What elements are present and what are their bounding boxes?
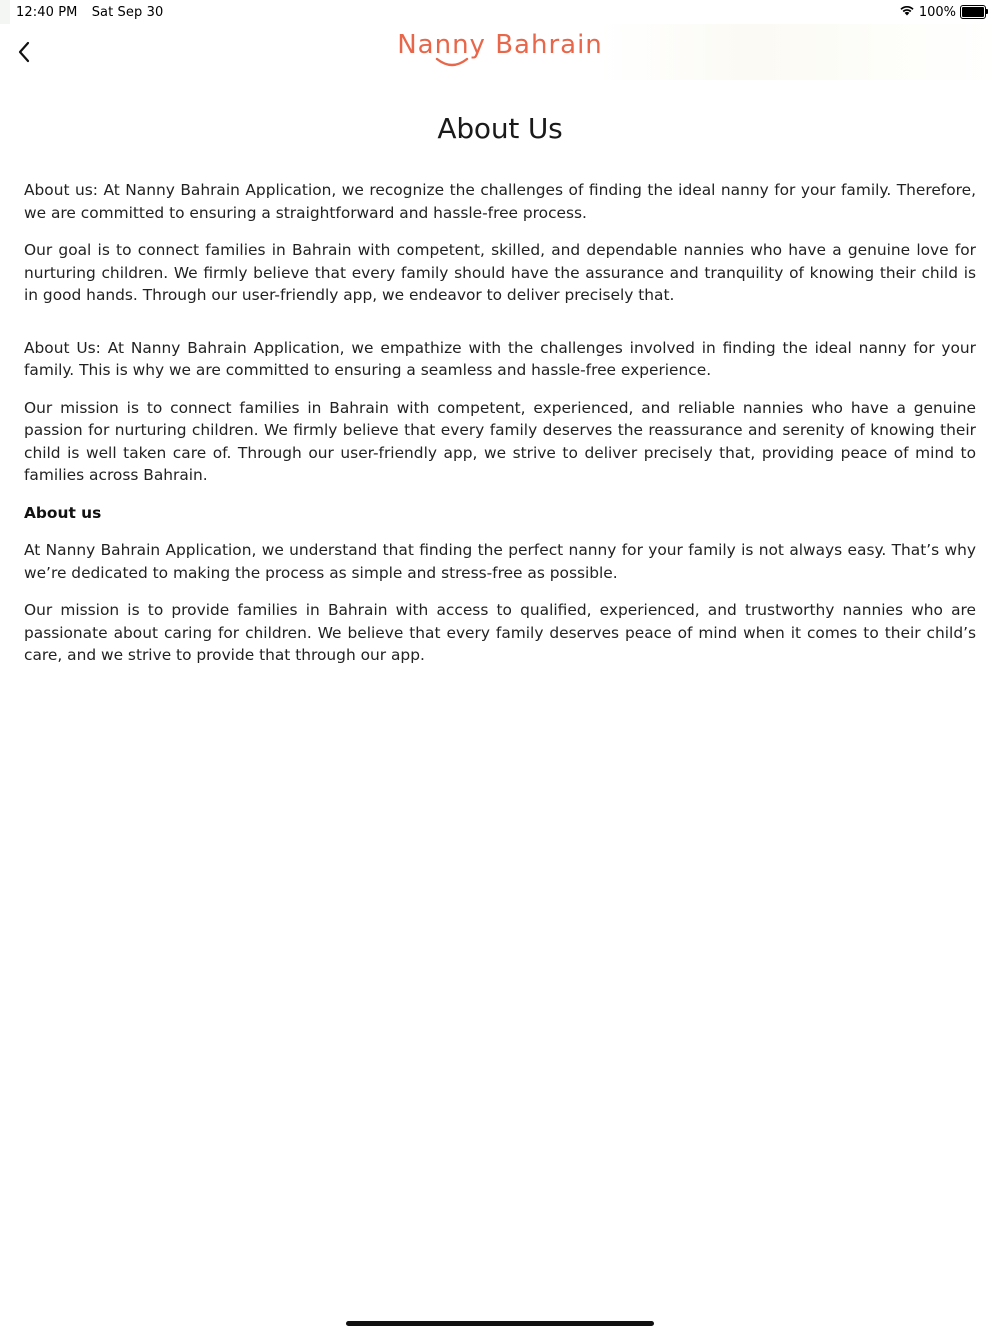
status-indicators [899,4,986,20]
status-time-date [16,5,163,20]
status-date: Sat Sep 30 [91,5,164,20]
status-time: 12:40 PM [16,5,78,20]
section-paragraph-2: Our mission is to provide families in Bahrain with access to qualified, experienced, and trustworthy nannies who are passionate about caring for children. We believe that every family deserves peace of mind when it comes to their child’s care, and we strive to provide that through our app. [24,601,976,664]
smile-icon [435,57,469,67]
app-logo [0,30,1000,60]
about-paragraph-2: Our goal is to connect families in Bahrain with competent, skilled, and dependable nannies who have a genuine love for nurturing children. We firmly believe that every family should have the assurance and tranquility of knowing their child is in good hands. Through our user-friendly app, we endeavor to deliver precisely that. [24,241,976,304]
battery-percentage: 100% [918,4,956,20]
page-title: About Us [437,112,563,145]
about-content [24,90,976,682]
logo-text: Nanny Bahrain [397,30,603,60]
section-paragraph-1: At Nanny Bahrain Application, we understand that finding the perfect nanny for your family is not always easy. That’s why we’re dedicated to making the process as simple and stress-free as possible. [24,541,976,582]
home-indicator[interactable] [346,1321,654,1326]
section-heading: About us [24,503,102,522]
about-paragraph-4: Our mission is to connect families in Bahrain with competent, experienced, and reliable nannies who have a genuine passion for nurturing children. We firmly believe that every family deserves the reassurance and serenity of knowing their child is well taken care of. Through our user-friendly app, we strive to deliver precisely that, providing peace of mind to families across Bahrain. [24,398,976,484]
battery-icon [960,5,986,19]
about-paragraph-3: About Us: At Nanny Bahrain Application, we empathize with the challenges involved in finding the ideal nanny for your family. This is why we are committed to ensuring a seamless and hassle-free experience. [24,338,976,379]
about-paragraph-1: About us: At Nanny Bahrain Application, we recognize the challenges of finding the ideal nanny for your family. Therefore, we are committed to ensuring a straightforward and hassle-free process. [24,181,976,222]
status-bar [0,0,1000,24]
nav-bar [0,24,1000,80]
wifi-icon [899,4,915,20]
